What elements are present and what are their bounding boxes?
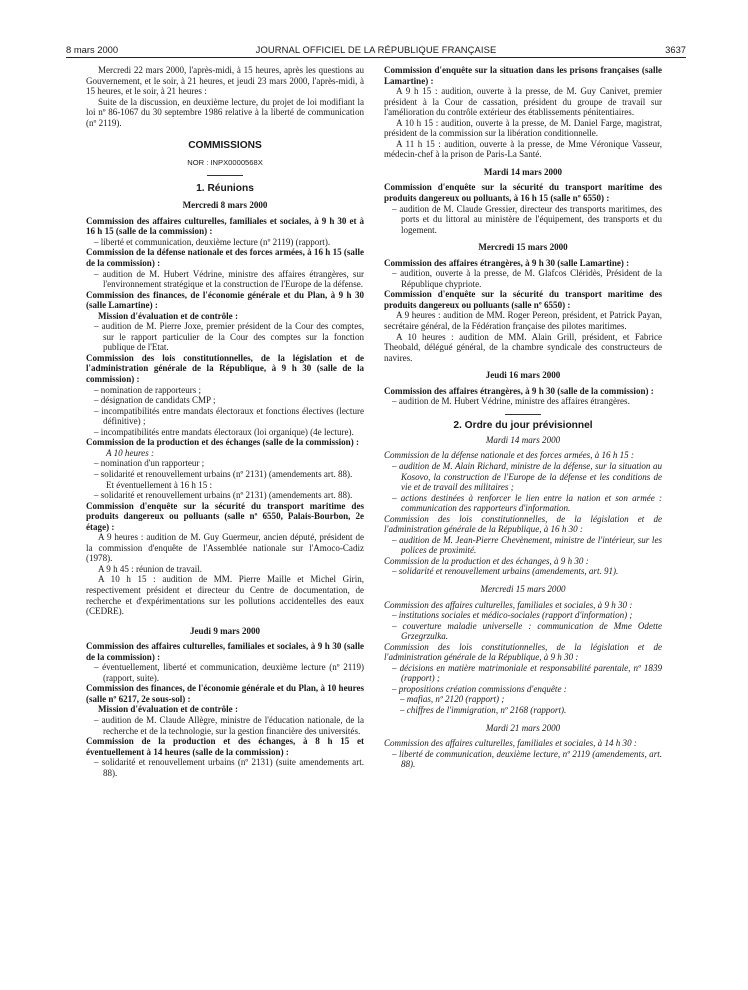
hearing-entry: A 9 h 45 : réunion de travail. (98, 563, 203, 574)
agenda-item: – audition de M. Alain Richard, ministre de la défense, sur la situation au Kosovo, la construction de l'Europe de la défense et les conditions de vie et de travail des militaires ; (392, 460, 662, 493)
agenda-item: – liberté de communication, deuxième lecture, nº 2119 (amendements, art. 88). (392, 748, 662, 770)
agenda-item: – nomination d'un rapporteur ; (94, 458, 205, 469)
date-heading: Mardi 21 mars 2000 (485, 722, 561, 733)
mission-heading: Mission d'évaluation et de contrôle : (98, 310, 238, 321)
commission-entry: Commission de la production et des échanges (salle de la commission) : (86, 437, 359, 448)
header-page-number: 3637 (665, 44, 686, 55)
left-column (86, 65, 364, 778)
agenda-item: – audition de M. Jean-Pierre Chevènement, ministre de l'intérieur, sur les polices de proximité. (392, 534, 662, 556)
hearing-entry: A 10 heures : audition de MM. Alain Grill, président, et Fabrice Theobald, délégué général, de la chambre syndicale des constructeurs de navires. (384, 331, 662, 363)
ordre-du-jour-title: 2. Ordre du jour prévisionnel (453, 419, 593, 431)
commission-entry: Commission des affaires culturelles, familiales et sociales, à 9 h 30 : (384, 599, 633, 610)
commission-entry: Commission des finances, de l'économie générale et du Plan, à 9 h 30 (salle Lamartine) : (86, 289, 364, 311)
page-header (66, 44, 686, 58)
hearing-entry: A 10 h 15 : audition, ouverte à la presse, de M. Daniel Farge, magistrat, président de la commission sur la libération conditionnelle. (384, 117, 662, 139)
commission-entry: Commission des affaires étrangères, à 9 h 30 (salle de la commission) : (384, 385, 654, 396)
date-heading: Jeudi 16 mars 2000 (485, 370, 561, 381)
agenda-item: – audition de M. Claude Gressier, directeur des transports maritimes, des ports et du littoral au ministère de l'équipement, des transports et du logement. (392, 203, 662, 235)
date-heading: Mercredi 8 mars 2000 (182, 200, 268, 211)
agenda-item: – éventuellement, liberté et communication, deuxième lecture (nº 2119) (rapport, suite). (94, 662, 364, 683)
date-heading: Jeudi 9 mars 2000 (189, 625, 261, 636)
agenda-item: – incompatibilités entre mandats électoraux et fonctions électives (lecture définitive) ; (94, 405, 364, 427)
agenda-item: – solidarité et renouvellement urbains (amendements, art. 91). (392, 566, 619, 577)
agenda-subitem: – mafias, nº 2120 (rapport) ; (400, 694, 505, 705)
nor-reference: NOR : INPX0000568X (187, 158, 263, 168)
commission-entry: Commission d'enquête sur la sécurité du transport maritime des produits dangereux ou polluants (salle nº 6550) : (384, 289, 662, 310)
agenda-item: – audition de M. Claude Allègre, ministre de l'éducation nationale, de la recherche et de la technologie, sur la gestion financière des universités. (94, 714, 364, 736)
hearing-entry: A 9 heures : audition de M. Guy Guermeur, ancien député, président de la commission d'enquête de l'Assemblée nationale sur l'Amoco-Cadiz (1978). (86, 532, 364, 564)
agenda-item: – incompatibilités entre mandats électoraux (loi organique) (4e lecture). (94, 426, 354, 437)
agenda-item: – nomination de rapporteurs ; (94, 384, 202, 395)
mission-heading: Mission d'évaluation et de contrôle : (98, 704, 238, 715)
date-heading: Mercredi 15 mars 2000 (480, 583, 566, 594)
commission-entry: Commission des lois constitutionnelles, de la législation et de l'administration générale de la République, à 16 h 30 : (384, 513, 662, 535)
agenda-item: – institutions sociales et médico-sociales (rapport d'information) ; (392, 610, 633, 621)
date-heading: Mardi 14 mars 2000 (485, 434, 561, 445)
hearing-entry: A 10 h 15 : audition de MM. Pierre Maille et Michel Girin, respectivement président et directeur du Centre de documentation, de recherche et d'expérimentations sur les pollutions accidentelles des eaux (CEDRE). (86, 574, 364, 617)
commission-entry: Commission des affaires culturelles, familiales et sociales, à 9 h 30 et à 16 h 15 (salle de la commission) : (86, 215, 364, 237)
hearing-entry: A 11 h 15 : audition, ouverte à la presse, de Mme Véronique Vasseur, médecin-chef à la prison de Paris-La Santé. (384, 138, 662, 160)
header-date: 8 mars 2000 (66, 44, 119, 55)
header-rule (66, 57, 686, 58)
reunions-title: 1. Réunions (196, 183, 254, 195)
agenda-item: – actions destinées à renforcer le lien entre la nation et son armée : communication des rapporteurs d'information. (392, 492, 662, 514)
header-journal-title: JOURNAL OFFICIEL DE LA RÉPUBLIQUE FRANÇAISE (255, 44, 497, 55)
time-slot: Et éventuellement à 16 h 15 : (106, 479, 213, 490)
commission-entry: Commission de la production et des échanges, à 9 h 30 : (384, 555, 589, 566)
agenda-item: – décisions en matière matrimoniale et responsabilité parentale, nº 1839 (rapport) ; (392, 662, 662, 684)
agenda-item: – solidarité et renouvellement urbains (nº 2131) (suite amendements art. 88). (94, 757, 364, 778)
commission-entry: Commission de la défense nationale et des forces armées, à 16 h 15 (salle de la commission) : (86, 247, 364, 269)
commission-entry: Commission de la défense nationale et des forces armées, à 16 h 15 : (384, 450, 634, 461)
commission-entry: Commission d'enquête sur la sécurité du transport maritime des produits dangereux ou polluants (salle nº 6550, Palais-Bourbon, 2e étage) : (86, 500, 364, 532)
time-slot: A 10 heures : (106, 447, 154, 458)
commission-entry: Commission des lois constitutionnelles, de la législation et de l'administration générale de la République, à 9 h 30 (salle de la commission) : (86, 352, 364, 385)
commission-entry: Commission d'enquête sur la sécurité du transport maritime des produits dangereux ou polluants, à 16 h 15 (salle nº 6550) : (384, 182, 662, 204)
agenda-item: – propositions création commissions d'enquête : (392, 683, 567, 694)
commissions-title: COMMISSIONS (188, 140, 262, 152)
agenda-item: – audition de M. Hubert Védrine, ministre des affaires étrangères, sur l'environnement stratégique et la construction de l'Europe de la défense. (94, 268, 364, 290)
agenda-item: – liberté et communication, deuxième lecture (nº 2119) (rapport). (94, 236, 331, 247)
intro-schedule: Mercredi 22 mars 2000, l'après-midi, à 15 heures, après les questions au Gouvernement, et le soir, à 21 heures, et jeudi 23 mars 2000, l'après-midi, à 15 heures, et le soir, à 21 heures : (86, 65, 364, 97)
commission-entry: Commission des affaires culturelles, familiales et sociales, à 14 h 30 : (384, 738, 637, 749)
hearing-entry: A 9 heures : audition de MM. Roger Pereon, président, et Patrick Payan, secrétaire général, de la Fédération française des pilotes maritimes. (384, 310, 662, 332)
agenda-item: – désignation de candidats CMP ; (94, 395, 216, 406)
agenda-item: – solidarité et renouvellement urbains (nº 2131) (amendements art. 88). (94, 468, 353, 479)
date-heading: Mardi 14 mars 2000 (483, 166, 563, 177)
agenda-item: – solidarité et renouvellement urbains (nº 2131) (amendements art. 88). (94, 490, 353, 501)
commission-entry: Commission des affaires culturelles, familiales et sociales, à 9 h 30 (salle de la commission) : (86, 641, 364, 662)
intro-agenda: Suite de la discussion, en deuxième lecture, du projet de loi modifiant la loi nº 86-1067 du 30 septembre 1986 relative à la liberté de communication (nº 2119). (86, 96, 364, 128)
agenda-subitem: – chiffres de l'immigration, nº 2168 (rapport). (400, 704, 567, 715)
agenda-item: – audition de M. Pierre Joxe, premier président de la Cour des comptes, sur le rapport particulier de la Cour des comptes sur la fonction publique de l'Etat. (94, 321, 364, 353)
agenda-item: – audition de M. Hubert Védrine, ministre des affaires étrangères. (392, 396, 630, 407)
hearing-entry: A 9 h 15 : audition, ouverte à la presse, de M. Guy Canivet, premier président à la Cour de cassation, président du groupe de travail sur l'amélioration du contrôle extérieur des établissements pénitentiaires. (384, 86, 662, 118)
commission-entry: Commission des affaires étrangères, à 9 h 30 (salle Lamartine) : (384, 257, 630, 268)
date-heading: Mercredi 15 mars 2000 (478, 242, 568, 253)
agenda-item: – audition, ouverte à la presse, de M. Glafcos Cléridès, Président de la République chypriote. (392, 268, 662, 289)
commission-entry: Commission d'enquête sur la situation dans les prisons françaises (salle Lamartine) : (384, 65, 662, 86)
commission-entry: Commission des lois constitutionnelles, de la législation et de l'administration générale de la République, à 9 h 30 : (384, 641, 662, 663)
commission-entry: Commission de la production et des échanges, à 8 h 15 et éventuellement à 14 heures (salle de la commission) : (86, 736, 364, 757)
commission-entry: Commission des finances, de l'économie générale et du Plan, à 10 heures (salle nº 6217, 2e sous-sol) : (86, 683, 365, 704)
agenda-item: – couverture maladie universelle : communication de Mme Odette Grzegrzulka. (392, 620, 662, 642)
right-column (384, 65, 662, 770)
